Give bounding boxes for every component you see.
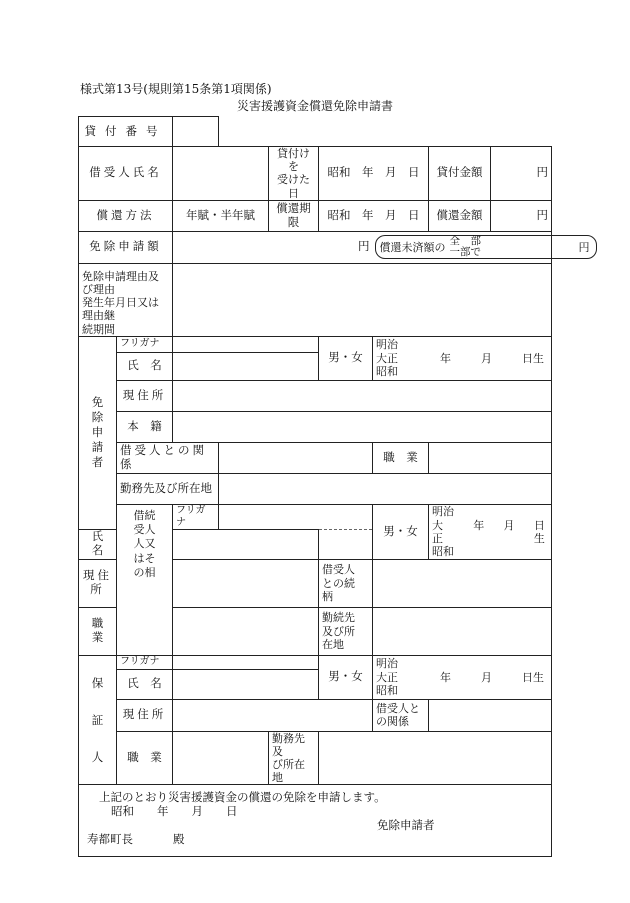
heir-birthdate[interactable]: 明治 大正 年 月 日生 昭和 [429, 504, 552, 559]
guarantor-name-label: 氏 名 [117, 669, 173, 699]
repay-amount-label: 償還金額 [429, 200, 491, 231]
heir-section-label: 借続 受人 人又 はそ の相 [117, 504, 173, 655]
declaration-text: 上記のとおり災害援護資金の償還の免除を申請します。 [99, 790, 386, 805]
application-form-table [78, 116, 590, 857]
applicant-workplace-field[interactable] [219, 473, 552, 504]
loan-date-label: 貸付けを 受けた日 [269, 147, 319, 201]
loan-amount-label: 貸付金額 [429, 147, 491, 201]
guarantor-workplace-label: 勤務先及 び所在地 [269, 731, 319, 785]
reason-field[interactable] [173, 263, 552, 336]
declaration-applicant[interactable]: 免除申請者 [377, 818, 435, 833]
heir-furigana-field[interactable] [219, 504, 373, 529]
guarantor-section-label: 保 証 人 [79, 655, 117, 785]
guarantor-occupation-field[interactable] [173, 731, 269, 785]
heir-relationship-label: 借受人 との続 柄 [319, 559, 373, 607]
applicant-occupation-field[interactable] [429, 442, 552, 473]
applicant-birthdate[interactable]: 明治 大正 年 月 日生 昭和 [373, 336, 552, 380]
heir-gender[interactable]: 男・女 [373, 504, 429, 559]
borrower-name-field[interactable] [173, 147, 269, 201]
unpaid-bracket [375, 235, 597, 259]
loan-number-label: 貸付番号 [79, 117, 173, 147]
loan-number-field[interactable] [173, 117, 219, 147]
heir-workplace-field[interactable] [373, 607, 552, 655]
exempt-amount-field[interactable]: 円 [173, 231, 373, 263]
applicant-name-label: 氏 名 [117, 352, 173, 380]
guarantor-workplace-field[interactable] [319, 731, 552, 785]
heir-name-field[interactable] [173, 529, 319, 559]
exempt-amount-label: 免除申請額 [79, 231, 173, 263]
declaration-addressee: 寿都町長 殿 [87, 831, 185, 846]
declaration-date[interactable]: 昭和 年 月 日 [111, 804, 238, 819]
heir-furigana-label: フリガナ [173, 504, 219, 529]
heir-occupation-label: 職 業 [79, 607, 117, 655]
heir-address-label: 現住所 [79, 559, 117, 607]
heir-address-field[interactable] [173, 559, 319, 607]
repay-period-field[interactable]: 昭和 年 月 日 [319, 200, 429, 231]
applicant-relation-label: 借受人との関係 [117, 442, 219, 473]
borrower-name-label: 借受人氏名 [79, 147, 173, 201]
applicant-furigana-label: フリガナ [117, 336, 173, 352]
applicant-relation-field[interactable] [219, 442, 373, 473]
all-or-part: 全 部 一部で [449, 234, 481, 259]
guarantor-birthdate[interactable]: 明治 大正 年 月 日生 昭和 [373, 655, 552, 699]
applicant-address-field[interactable] [173, 380, 552, 411]
repay-amount-field[interactable]: 円 [491, 200, 552, 231]
guarantor-address-label: 現住所 [117, 699, 173, 731]
heir-name-label: 氏 名 [79, 529, 117, 559]
guarantor-gender[interactable]: 男・女 [319, 655, 373, 699]
form-number: 様式第13号(規則第15条第1項関係) [80, 82, 272, 96]
heir-occupation-field[interactable] [173, 607, 319, 655]
guarantor-address-field[interactable] [173, 699, 373, 731]
guarantor-occupation-label: 職 業 [117, 731, 173, 785]
guarantor-relation-label: 借受人と の関係 [373, 699, 429, 731]
heir-relationship-field[interactable] [373, 559, 552, 607]
applicant-address-label: 現住所 [117, 380, 173, 411]
applicant-workplace-label: 勤務先及び所在地 [117, 473, 219, 504]
applicant-domicile-label: 本 籍 [117, 411, 173, 442]
applicant-section-label: 免 除 申 請 者 [79, 336, 117, 529]
repay-method-value[interactable]: 年賦・半年賦 [173, 200, 269, 231]
repay-period-label: 償還期限 [269, 200, 319, 231]
guarantor-relation-field[interactable] [429, 699, 552, 731]
applicant-gender[interactable]: 男・女 [319, 336, 373, 380]
reason-label: 免除申請理由及び理由 発生年月日又は理由継 続期間 [79, 263, 173, 336]
unpaid-yen: 円 [578, 240, 590, 254]
loan-date-field[interactable]: 昭和 年 月 日 [319, 147, 429, 201]
declaration-block [79, 785, 552, 857]
applicant-furigana-field[interactable] [173, 336, 319, 352]
form-title: 災害援護資金償還免除申請書 [236, 99, 393, 113]
loan-amount-field[interactable]: 円 [491, 147, 552, 201]
guarantor-name-field[interactable] [173, 669, 319, 699]
guarantor-furigana-field[interactable] [173, 655, 319, 669]
applicant-name-field[interactable] [173, 352, 319, 380]
unpaid-prefix: 償還未済額の [379, 240, 446, 254]
applicant-domicile-field[interactable] [173, 411, 552, 442]
repay-method-label: 償還方法 [79, 200, 173, 231]
guarantor-furigana-label: フリガナ [117, 655, 173, 669]
applicant-occupation-label: 職 業 [373, 442, 429, 473]
heir-workplace-label: 勤続先 及び所 在地 [319, 607, 373, 655]
